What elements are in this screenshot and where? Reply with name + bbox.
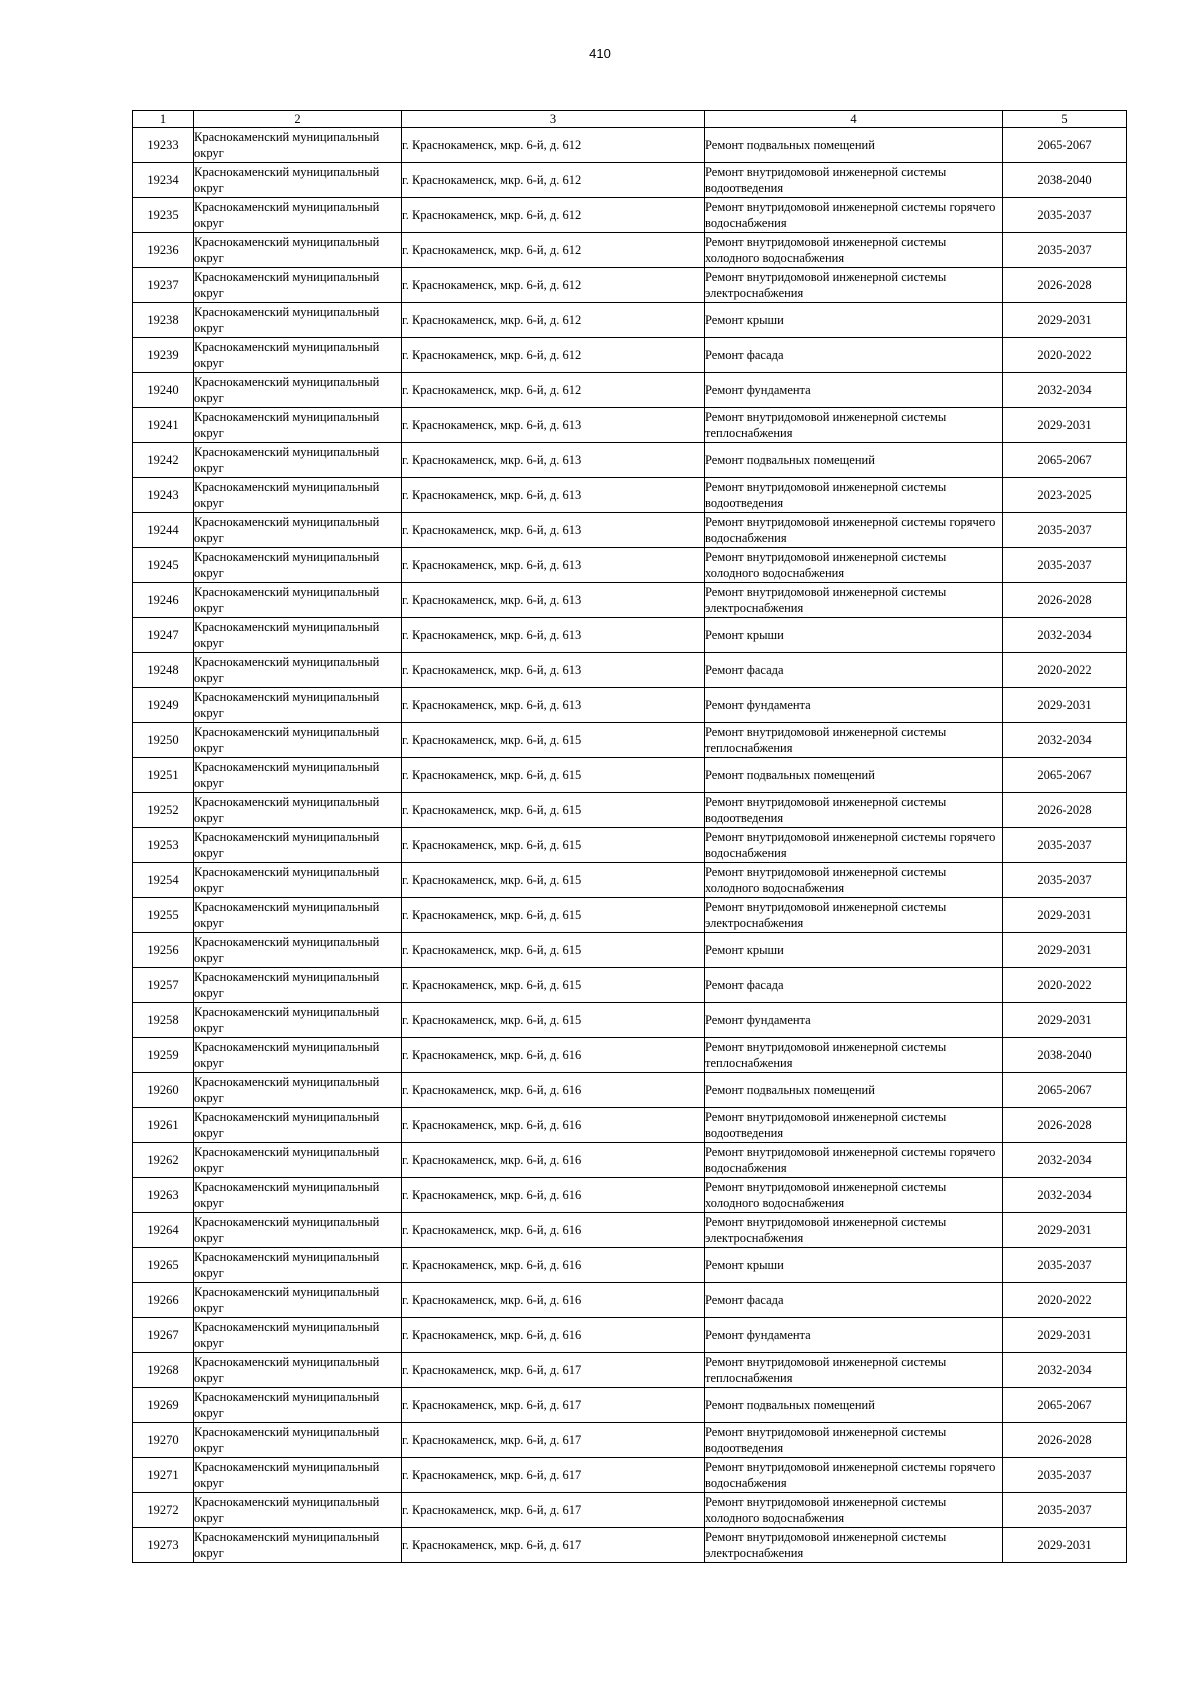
row-number-cell: 19235: [133, 198, 194, 233]
municipality-cell: Краснокаменский муниципальный округ: [194, 1353, 402, 1388]
work-type-cell: Ремонт внутридомовой инженерной системы теплоснабжения: [705, 408, 1003, 443]
table-row: [133, 1073, 1127, 1108]
table-row: [133, 443, 1127, 478]
address-cell: г. Краснокаменск, мкр. 6-й, д. 616: [402, 1213, 705, 1248]
period-cell: 2035-2037: [1003, 1248, 1127, 1283]
address-cell: г. Краснокаменск, мкр. 6-й, д. 615: [402, 758, 705, 793]
period-cell: 2029-2031: [1003, 1213, 1127, 1248]
table-row: [133, 548, 1127, 583]
work-type-cell: Ремонт подвальных помещений: [705, 1073, 1003, 1108]
period-cell: 2065-2067: [1003, 758, 1127, 793]
page-number: 410: [589, 46, 611, 61]
municipality-cell: Краснокаменский муниципальный округ: [194, 1458, 402, 1493]
work-type-cell: Ремонт подвальных помещений: [705, 443, 1003, 478]
municipality-cell: Краснокаменский муниципальный округ: [194, 513, 402, 548]
period-cell: 2032-2034: [1003, 1353, 1127, 1388]
row-number-cell: 19254: [133, 863, 194, 898]
row-number-cell: 19264: [133, 1213, 194, 1248]
work-type-cell: Ремонт фундамента: [705, 688, 1003, 723]
municipality-cell: Краснокаменский муниципальный округ: [194, 968, 402, 1003]
period-cell: 2035-2037: [1003, 1458, 1127, 1493]
table-row: [133, 968, 1127, 1003]
table-row: [133, 233, 1127, 268]
municipality-cell: Краснокаменский муниципальный округ: [194, 198, 402, 233]
column-header-1: 1: [133, 111, 194, 128]
work-type-cell: Ремонт внутридомовой инженерной системы холодного водоснабжения: [705, 1178, 1003, 1213]
address-cell: г. Краснокаменск, мкр. 6-й, д. 613: [402, 618, 705, 653]
row-number-cell: 19256: [133, 933, 194, 968]
address-cell: г. Краснокаменск, мкр. 6-й, д. 616: [402, 1038, 705, 1073]
work-type-cell: Ремонт подвальных помещений: [705, 128, 1003, 163]
row-number-cell: 19268: [133, 1353, 194, 1388]
municipality-cell: Краснокаменский муниципальный округ: [194, 233, 402, 268]
row-number-cell: 19242: [133, 443, 194, 478]
address-cell: г. Краснокаменск, мкр. 6-й, д. 617: [402, 1493, 705, 1528]
table-row: [133, 898, 1127, 933]
work-type-cell: Ремонт фасада: [705, 968, 1003, 1003]
row-number-cell: 19247: [133, 618, 194, 653]
row-number-cell: 19261: [133, 1108, 194, 1143]
table-header: [133, 111, 1127, 128]
table-row: [133, 1248, 1127, 1283]
address-cell: г. Краснокаменск, мкр. 6-й, д. 613: [402, 688, 705, 723]
address-cell: г. Краснокаменск, мкр. 6-й, д. 613: [402, 548, 705, 583]
address-cell: г. Краснокаменск, мкр. 6-й, д. 616: [402, 1073, 705, 1108]
address-cell: г. Краснокаменск, мкр. 6-й, д. 613: [402, 653, 705, 688]
address-cell: г. Краснокаменск, мкр. 6-й, д. 616: [402, 1178, 705, 1213]
municipality-cell: Краснокаменский муниципальный округ: [194, 793, 402, 828]
work-type-cell: Ремонт фасада: [705, 1283, 1003, 1318]
table-row: [133, 793, 1127, 828]
work-type-cell: Ремонт внутридомовой инженерной системы горячего водоснабжения: [705, 828, 1003, 863]
address-cell: г. Краснокаменск, мкр. 6-й, д. 612: [402, 373, 705, 408]
address-cell: г. Краснокаменск, мкр. 6-й, д. 617: [402, 1528, 705, 1563]
table-row: [133, 1143, 1127, 1178]
row-number-cell: 19269: [133, 1388, 194, 1423]
address-cell: г. Краснокаменск, мкр. 6-й, д. 612: [402, 338, 705, 373]
work-type-cell: Ремонт фундамента: [705, 1003, 1003, 1038]
address-cell: г. Краснокаменск, мкр. 6-й, д. 617: [402, 1353, 705, 1388]
table-row: [133, 128, 1127, 163]
address-cell: г. Краснокаменск, мкр. 6-й, д. 617: [402, 1423, 705, 1458]
period-cell: 2029-2031: [1003, 688, 1127, 723]
table-row: [133, 408, 1127, 443]
municipality-cell: Краснокаменский муниципальный округ: [194, 1143, 402, 1178]
address-cell: г. Краснокаменск, мкр. 6-й, д. 615: [402, 968, 705, 1003]
table-row: [133, 653, 1127, 688]
row-number-cell: 19240: [133, 373, 194, 408]
address-cell: г. Краснокаменск, мкр. 6-й, д. 613: [402, 408, 705, 443]
table-body: [133, 128, 1127, 1563]
work-type-cell: Ремонт внутридомовой инженерной системы горячего водоснабжения: [705, 513, 1003, 548]
municipality-cell: Краснокаменский муниципальный округ: [194, 933, 402, 968]
address-cell: г. Краснокаменск, мкр. 6-й, д. 616: [402, 1108, 705, 1143]
municipality-cell: Краснокаменский муниципальный округ: [194, 828, 402, 863]
column-header-3: 3: [402, 111, 705, 128]
row-number-cell: 19272: [133, 1493, 194, 1528]
header-row: [133, 111, 1127, 128]
table-row: [133, 373, 1127, 408]
work-type-cell: Ремонт внутридомовой инженерной системы горячего водоснабжения: [705, 198, 1003, 233]
municipality-cell: Краснокаменский муниципальный округ: [194, 478, 402, 513]
row-number-cell: 19241: [133, 408, 194, 443]
period-cell: 2026-2028: [1003, 268, 1127, 303]
municipality-cell: Краснокаменский муниципальный округ: [194, 443, 402, 478]
row-number-cell: 19238: [133, 303, 194, 338]
period-cell: 2026-2028: [1003, 793, 1127, 828]
work-type-cell: Ремонт внутридомовой инженерной системы водоотведения: [705, 163, 1003, 198]
municipality-cell: Краснокаменский муниципальный округ: [194, 1493, 402, 1528]
address-cell: г. Краснокаменск, мкр. 6-й, д. 616: [402, 1283, 705, 1318]
municipality-cell: Краснокаменский муниципальный округ: [194, 1318, 402, 1353]
table-row: [133, 1528, 1127, 1563]
period-cell: 2035-2037: [1003, 233, 1127, 268]
work-type-cell: Ремонт внутридомовой инженерной системы холодного водоснабжения: [705, 1493, 1003, 1528]
period-cell: 2032-2034: [1003, 1178, 1127, 1213]
table-row: [133, 1458, 1127, 1493]
work-type-cell: Ремонт фундамента: [705, 373, 1003, 408]
municipality-cell: Краснокаменский муниципальный округ: [194, 408, 402, 443]
row-number-cell: 19246: [133, 583, 194, 618]
table-row: [133, 583, 1127, 618]
work-type-cell: Ремонт фасада: [705, 653, 1003, 688]
period-cell: 2020-2022: [1003, 653, 1127, 688]
municipality-cell: Краснокаменский муниципальный округ: [194, 688, 402, 723]
address-cell: г. Краснокаменск, мкр. 6-й, д. 615: [402, 793, 705, 828]
row-number-cell: 19270: [133, 1423, 194, 1458]
address-cell: г. Краснокаменск, мкр. 6-й, д. 616: [402, 1318, 705, 1353]
work-type-cell: Ремонт внутридомовой инженерной системы холодного водоснабжения: [705, 548, 1003, 583]
work-type-cell: Ремонт внутридомовой инженерной системы горячего водоснабжения: [705, 1458, 1003, 1493]
municipality-cell: Краснокаменский муниципальный округ: [194, 1178, 402, 1213]
period-cell: 2029-2031: [1003, 898, 1127, 933]
table-row: [133, 1423, 1127, 1458]
row-number-cell: 19236: [133, 233, 194, 268]
period-cell: 2029-2031: [1003, 1003, 1127, 1038]
table-row: [133, 933, 1127, 968]
period-cell: 2026-2028: [1003, 583, 1127, 618]
municipality-cell: Краснокаменский муниципальный округ: [194, 618, 402, 653]
table-row: [133, 1178, 1127, 1213]
period-cell: 2020-2022: [1003, 968, 1127, 1003]
table-row: [133, 163, 1127, 198]
table-row: [133, 618, 1127, 653]
row-number-cell: 19266: [133, 1283, 194, 1318]
work-type-cell: Ремонт фундамента: [705, 1318, 1003, 1353]
period-cell: 2023-2025: [1003, 478, 1127, 513]
address-cell: г. Краснокаменск, мкр. 6-й, д. 615: [402, 863, 705, 898]
period-cell: 2029-2031: [1003, 408, 1127, 443]
address-cell: г. Краснокаменск, мкр. 6-й, д. 615: [402, 723, 705, 758]
work-type-cell: Ремонт крыши: [705, 1248, 1003, 1283]
work-type-cell: Ремонт внутридомовой инженерной системы водоотведения: [705, 478, 1003, 513]
row-number-cell: 19233: [133, 128, 194, 163]
work-type-cell: Ремонт внутридомовой инженерной системы холодного водоснабжения: [705, 863, 1003, 898]
address-cell: г. Краснокаменск, мкр. 6-й, д. 612: [402, 128, 705, 163]
municipality-cell: Краснокаменский муниципальный округ: [194, 583, 402, 618]
row-number-cell: 19234: [133, 163, 194, 198]
table-row: [133, 1318, 1127, 1353]
work-type-cell: Ремонт внутридомовой инженерной системы водоотведения: [705, 793, 1003, 828]
work-type-cell: Ремонт внутридомовой инженерной системы электроснабжения: [705, 268, 1003, 303]
period-cell: 2029-2031: [1003, 1318, 1127, 1353]
municipality-cell: Краснокаменский муниципальный округ: [194, 1213, 402, 1248]
row-number-cell: 19253: [133, 828, 194, 863]
period-cell: 2032-2034: [1003, 373, 1127, 408]
table-row: [133, 1353, 1127, 1388]
row-number-cell: 19262: [133, 1143, 194, 1178]
address-cell: г. Краснокаменск, мкр. 6-й, д. 612: [402, 303, 705, 338]
table-row: [133, 198, 1127, 233]
row-number-cell: 19251: [133, 758, 194, 793]
work-type-cell: Ремонт внутридомовой инженерной системы электроснабжения: [705, 898, 1003, 933]
table-row: [133, 1108, 1127, 1143]
work-type-cell: Ремонт подвальных помещений: [705, 1388, 1003, 1423]
municipality-cell: Краснокаменский муниципальный округ: [194, 303, 402, 338]
period-cell: 2065-2067: [1003, 128, 1127, 163]
table-row: [133, 758, 1127, 793]
row-number-cell: 19263: [133, 1178, 194, 1213]
row-number-cell: 19267: [133, 1318, 194, 1353]
work-type-cell: Ремонт внутридомовой инженерной системы электроснабжения: [705, 1528, 1003, 1563]
row-number-cell: 19260: [133, 1073, 194, 1108]
row-number-cell: 19239: [133, 338, 194, 373]
table-row: [133, 863, 1127, 898]
repair-schedule-table: [132, 110, 1127, 1563]
work-type-cell: Ремонт внутридомовой инженерной системы теплоснабжения: [705, 1038, 1003, 1073]
work-type-cell: Ремонт внутридомовой инженерной системы водоотведения: [705, 1423, 1003, 1458]
period-cell: 2035-2037: [1003, 1493, 1127, 1528]
address-cell: г. Краснокаменск, мкр. 6-й, д. 612: [402, 163, 705, 198]
period-cell: 2065-2067: [1003, 1073, 1127, 1108]
municipality-cell: Краснокаменский муниципальный округ: [194, 1423, 402, 1458]
period-cell: 2026-2028: [1003, 1108, 1127, 1143]
address-cell: г. Краснокаменск, мкр. 6-й, д. 613: [402, 513, 705, 548]
row-number-cell: 19257: [133, 968, 194, 1003]
row-number-cell: 19273: [133, 1528, 194, 1563]
table-row: [133, 723, 1127, 758]
municipality-cell: Краснокаменский муниципальный округ: [194, 1528, 402, 1563]
municipality-cell: Краснокаменский муниципальный округ: [194, 1283, 402, 1318]
work-type-cell: Ремонт крыши: [705, 303, 1003, 338]
row-number-cell: 19244: [133, 513, 194, 548]
address-cell: г. Краснокаменск, мкр. 6-й, д. 616: [402, 1143, 705, 1178]
period-cell: 2035-2037: [1003, 828, 1127, 863]
row-number-cell: 19259: [133, 1038, 194, 1073]
municipality-cell: Краснокаменский муниципальный округ: [194, 863, 402, 898]
address-cell: г. Краснокаменск, мкр. 6-й, д. 615: [402, 933, 705, 968]
table-row: [133, 1213, 1127, 1248]
period-cell: 2035-2037: [1003, 513, 1127, 548]
row-number-cell: 19245: [133, 548, 194, 583]
period-cell: 2038-2040: [1003, 1038, 1127, 1073]
column-header-2: 2: [194, 111, 402, 128]
work-type-cell: Ремонт внутридомовой инженерной системы электроснабжения: [705, 583, 1003, 618]
table-row: [133, 1038, 1127, 1073]
work-type-cell: Ремонт подвальных помещений: [705, 758, 1003, 793]
municipality-cell: Краснокаменский муниципальный округ: [194, 128, 402, 163]
municipality-cell: Краснокаменский муниципальный округ: [194, 723, 402, 758]
row-number-cell: 19237: [133, 268, 194, 303]
table-row: [133, 828, 1127, 863]
municipality-cell: Краснокаменский муниципальный округ: [194, 898, 402, 933]
address-cell: г. Краснокаменск, мкр. 6-й, д. 617: [402, 1388, 705, 1423]
address-cell: г. Краснокаменск, мкр. 6-й, д. 612: [402, 198, 705, 233]
period-cell: 2032-2034: [1003, 723, 1127, 758]
work-type-cell: Ремонт фасада: [705, 338, 1003, 373]
address-cell: г. Краснокаменск, мкр. 6-й, д. 612: [402, 268, 705, 303]
address-cell: г. Краснокаменск, мкр. 6-й, д. 613: [402, 478, 705, 513]
column-header-4: 4: [705, 111, 1003, 128]
row-number-cell: 19265: [133, 1248, 194, 1283]
table-row: [133, 478, 1127, 513]
municipality-cell: Краснокаменский муниципальный округ: [194, 758, 402, 793]
address-cell: г. Краснокаменск, мкр. 6-й, д. 613: [402, 443, 705, 478]
municipality-cell: Краснокаменский муниципальный округ: [194, 163, 402, 198]
period-cell: 2035-2037: [1003, 863, 1127, 898]
table-row: [133, 688, 1127, 723]
address-cell: г. Краснокаменск, мкр. 6-й, д. 615: [402, 898, 705, 933]
row-number-cell: 19248: [133, 653, 194, 688]
work-type-cell: Ремонт крыши: [705, 933, 1003, 968]
work-type-cell: Ремонт внутридомовой инженерной системы теплоснабжения: [705, 1353, 1003, 1388]
period-cell: 2029-2031: [1003, 933, 1127, 968]
municipality-cell: Краснокаменский муниципальный округ: [194, 1038, 402, 1073]
table-row: [133, 303, 1127, 338]
period-cell: 2065-2067: [1003, 443, 1127, 478]
table-row: [133, 338, 1127, 373]
column-header-5: 5: [1003, 111, 1127, 128]
period-cell: 2032-2034: [1003, 618, 1127, 653]
period-cell: 2029-2031: [1003, 303, 1127, 338]
address-cell: г. Краснокаменск, мкр. 6-й, д. 617: [402, 1458, 705, 1493]
municipality-cell: Краснокаменский муниципальный округ: [194, 338, 402, 373]
period-cell: 2035-2037: [1003, 548, 1127, 583]
period-cell: 2020-2022: [1003, 1283, 1127, 1318]
period-cell: 2032-2034: [1003, 1143, 1127, 1178]
table-row: [133, 1493, 1127, 1528]
work-type-cell: Ремонт внутридомовой инженерной системы холодного водоснабжения: [705, 233, 1003, 268]
work-type-cell: Ремонт внутридомовой инженерной системы водоотведения: [705, 1108, 1003, 1143]
row-number-cell: 19258: [133, 1003, 194, 1038]
work-type-cell: Ремонт внутридомовой инженерной системы горячего водоснабжения: [705, 1143, 1003, 1178]
municipality-cell: Краснокаменский муниципальный округ: [194, 1108, 402, 1143]
table-row: [133, 513, 1127, 548]
address-cell: г. Краснокаменск, мкр. 6-й, д. 613: [402, 583, 705, 618]
row-number-cell: 19252: [133, 793, 194, 828]
municipality-cell: Краснокаменский муниципальный округ: [194, 548, 402, 583]
row-number-cell: 19255: [133, 898, 194, 933]
row-number-cell: 19250: [133, 723, 194, 758]
municipality-cell: Краснокаменский муниципальный округ: [194, 1388, 402, 1423]
row-number-cell: 19249: [133, 688, 194, 723]
period-cell: 2029-2031: [1003, 1528, 1127, 1563]
municipality-cell: Краснокаменский муниципальный округ: [194, 373, 402, 408]
table-row: [133, 268, 1127, 303]
work-type-cell: Ремонт внутридомовой инженерной системы электроснабжения: [705, 1213, 1003, 1248]
work-type-cell: Ремонт крыши: [705, 618, 1003, 653]
table-row: [133, 1388, 1127, 1423]
row-number-cell: 19243: [133, 478, 194, 513]
period-cell: 2038-2040: [1003, 163, 1127, 198]
row-number-cell: 19271: [133, 1458, 194, 1493]
period-cell: 2065-2067: [1003, 1388, 1127, 1423]
table-row: [133, 1283, 1127, 1318]
address-cell: г. Краснокаменск, мкр. 6-й, д. 615: [402, 828, 705, 863]
work-type-cell: Ремонт внутридомовой инженерной системы теплоснабжения: [705, 723, 1003, 758]
period-cell: 2035-2037: [1003, 198, 1127, 233]
period-cell: 2026-2028: [1003, 1423, 1127, 1458]
period-cell: 2020-2022: [1003, 338, 1127, 373]
municipality-cell: Краснокаменский муниципальный округ: [194, 268, 402, 303]
municipality-cell: Краснокаменский муниципальный округ: [194, 1003, 402, 1038]
table-row: [133, 1003, 1127, 1038]
address-cell: г. Краснокаменск, мкр. 6-й, д. 612: [402, 233, 705, 268]
municipality-cell: Краснокаменский муниципальный округ: [194, 653, 402, 688]
municipality-cell: Краснокаменский муниципальный округ: [194, 1248, 402, 1283]
address-cell: г. Краснокаменск, мкр. 6-й, д. 615: [402, 1003, 705, 1038]
address-cell: г. Краснокаменск, мкр. 6-й, д. 616: [402, 1248, 705, 1283]
municipality-cell: Краснокаменский муниципальный округ: [194, 1073, 402, 1108]
